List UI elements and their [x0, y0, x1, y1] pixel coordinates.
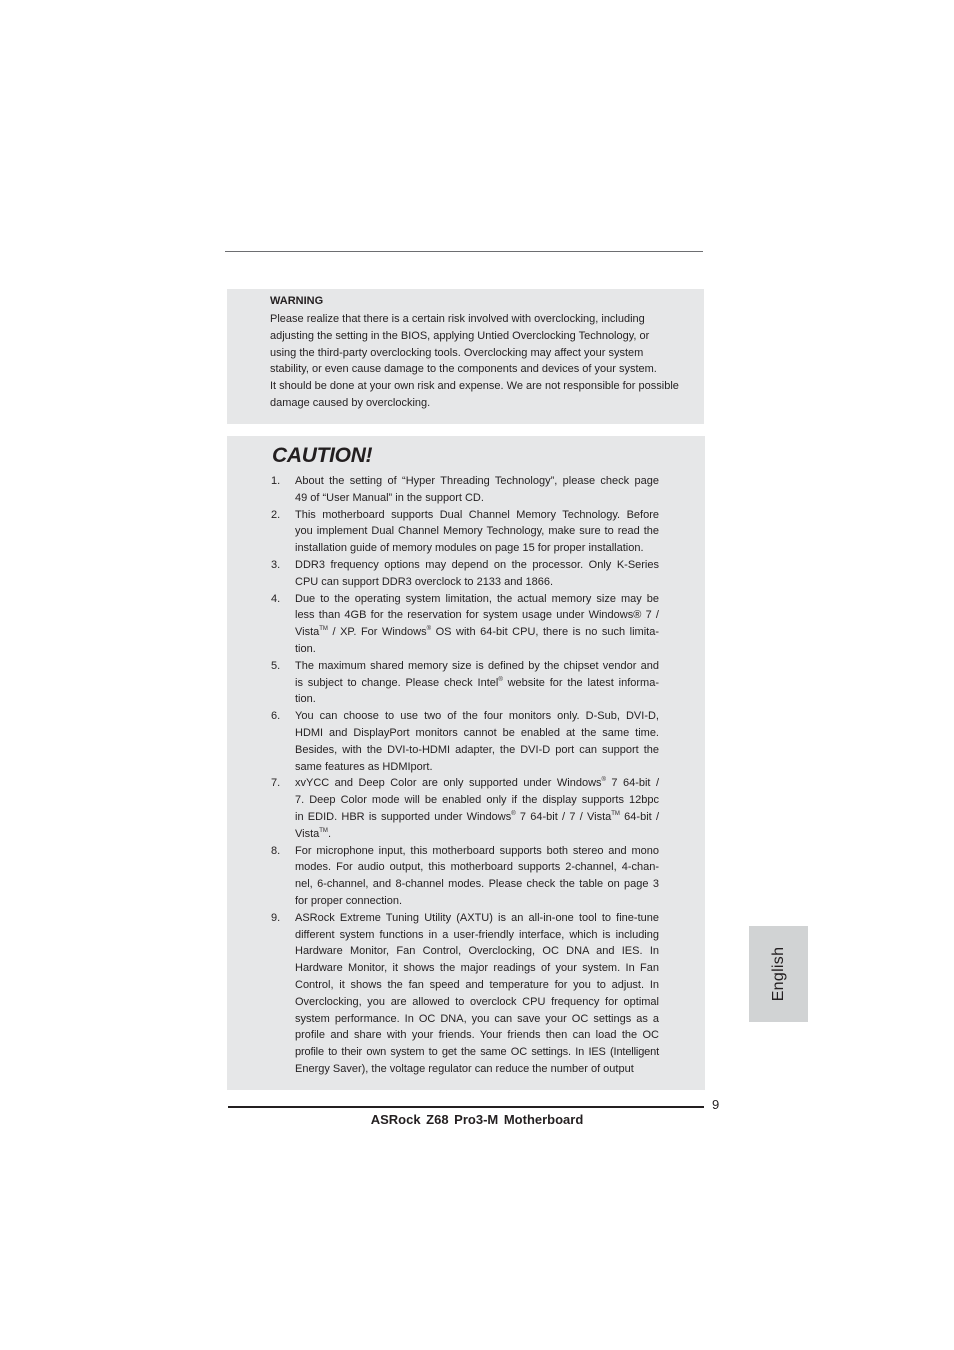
warning-line: Please realize that there is a certain risk involved with overclocking, including [270, 313, 645, 325]
item-line: for proper connection. [295, 894, 403, 907]
item-number: 4. [271, 592, 281, 605]
item-line: tion. [295, 642, 316, 655]
warning-line: adjusting the setting in the BIOS, applying Untied Overclocking Technology, or [270, 329, 650, 342]
item-line: ASRock Extreme Tuning Utility (AXTU) is an all-in-one tool to fine-tune [295, 911, 659, 924]
item-number: 2. [271, 508, 281, 521]
item-line: Control, it shows the fan speed and temperature for you to adjust. In [295, 978, 659, 991]
caution-item-7 [271, 775, 659, 842]
item-number: 3. [271, 558, 281, 571]
item-line: system performance. In OC DNA, you can save your OC settings as a [295, 1012, 659, 1025]
text-run: is subject to change. Please check Intel [295, 676, 499, 689]
item-line: This motherboard supports Dual Channel Memory Technology. Before [295, 508, 659, 521]
item-line: About the setting of “Hyper Threading Technology”, please check page [295, 475, 659, 487]
text-run: ® 7 / [633, 609, 659, 622]
item-line: 49 of “User Manual” in the support CD. [295, 491, 484, 504]
caution-item-3 [271, 557, 659, 591]
warning-title: WARNING [270, 295, 324, 307]
caution-item-6 [271, 708, 659, 775]
item-line: installation guide of memory modules on page 15 for proper installation. [295, 542, 644, 555]
bottom-divider [228, 1106, 704, 1108]
language-side-tab [749, 926, 808, 1022]
trademark-mark: TM [611, 810, 620, 817]
item-line [295, 675, 659, 692]
caution-list [271, 473, 659, 1078]
caution-box [227, 436, 705, 1090]
caution-item-4 [271, 591, 659, 658]
item-line [295, 809, 659, 826]
item-line: you implement Dual Channel Memory Technology, make sure to read the [295, 525, 659, 538]
text-run: / XP. For Windows [327, 626, 427, 639]
item-number: 8. [271, 844, 281, 857]
text-run: website for the latest informa- [502, 676, 659, 689]
item-line: Besides, with the DVI-to-HDMI adapter, the DVI-D port can support the [295, 743, 659, 756]
caution-item-2 [271, 507, 659, 557]
warning-line: damage caused by overclocking. [270, 396, 431, 409]
item-line: profile to their own system to get the same OC settings. In IES (Intelligent [295, 1046, 659, 1059]
item-line: Overclocking, you are allowed to overclock CPU frequency for optimal [295, 995, 659, 1008]
footer-title: ASRock Z68 Pro3-M Motherboard [370, 1112, 584, 1127]
item-line: The maximum shared memory size is defined by the chipset vendor and [295, 659, 659, 672]
item-number: 6. [271, 710, 281, 723]
text-run: Vista [295, 827, 320, 840]
registered-mark: ® [511, 810, 516, 817]
caution-item-9 [271, 910, 659, 1078]
trademark-mark: TM [319, 827, 328, 834]
warning-line: stability, or even cause damage to the components and devices of your system. [270, 363, 657, 376]
item-line: You can choose to use two of the four monitors only. D-Sub, DVI-D, [295, 710, 659, 723]
top-divider [225, 251, 703, 252]
warning-line: It should be done at your own risk and expense. We are not responsible for possible [270, 380, 679, 393]
text-run: xvYCC and Deep Color are only supported under Windows [295, 777, 602, 790]
item-line: tion. [295, 693, 316, 706]
item-line [295, 775, 659, 792]
item-line: For microphone input, this motherboard supports both stereo and mono [295, 844, 659, 857]
item-line: different system functions in a user-friendly interface, which is including [295, 928, 659, 941]
item-line: Hardware Monitor, it shows the major readings of your system. In Fan [295, 962, 659, 975]
item-line [295, 607, 659, 624]
item-line: Due to the operating system limitation, the actual memory size may be [295, 592, 659, 605]
item-number: 1. [271, 475, 281, 487]
item-number: 9. [271, 911, 281, 924]
text-run: 7 64-bit / 7 / Vista [515, 810, 612, 823]
caution-title: CAUTION! [272, 444, 373, 467]
text-run: Vista [295, 626, 320, 639]
item-line: same features as HDMIport. [295, 760, 433, 773]
text-run: in EDID. HBR is supported under Windows [295, 810, 512, 823]
caution-item-5 [271, 658, 659, 708]
item-line: Hardware Monitor, Fan Control, Overclocking, OC DNA and IES. In [295, 945, 659, 958]
item-line [295, 624, 659, 641]
registered-mark: ® [426, 626, 432, 633]
item-line: nel, 6-channel, and 8-channel modes. Please check the table on page 3 [295, 878, 659, 891]
warning-line: using the third-party overclocking tools. Overclocking may affect your system [270, 346, 644, 359]
item-line [295, 826, 659, 843]
item-number: 7. [271, 777, 281, 790]
text-run: less than 4GB for the reservation for system usage under Windows [295, 609, 634, 622]
warning-box [227, 289, 704, 424]
item-line: DDR3 frequency options may depend on the processor. Only K-Series [295, 558, 659, 571]
caution-item-1 [271, 473, 659, 507]
page-number: 9 [712, 1097, 720, 1112]
item-line: 7. Deep Color mode will be enabled only if the display supports 12bpc [295, 794, 659, 807]
item-number: 5. [271, 659, 281, 672]
language-label: English [769, 946, 787, 1002]
caution-item-8 [271, 843, 659, 910]
text-run: 64-bit / [619, 810, 660, 823]
item-line: HDMI and DisplayPort monitors cannot be enabled at the same time. [295, 726, 659, 739]
text-run: 7 64-bit / [605, 777, 659, 790]
item-line: profile and share with your friends. Your friends then can load the OC [295, 1029, 659, 1042]
item-line: Energy Saver), the voltage regulator can reduce the number of output [295, 1062, 634, 1075]
text-run: OS with 64-bit CPU, there is no such limita- [431, 626, 659, 639]
warning-body [270, 311, 690, 412]
item-line: CPU can support DDR3 overclock to 2133 and 1866. [295, 575, 554, 588]
registered-mark: ® [601, 777, 606, 784]
registered-mark: ® [498, 676, 503, 683]
trademark-mark: TM [319, 626, 328, 633]
item-line: modes. For audio output, this motherboard supports 2-channel, 4-chan- [295, 861, 659, 874]
text-run: . [327, 827, 331, 840]
